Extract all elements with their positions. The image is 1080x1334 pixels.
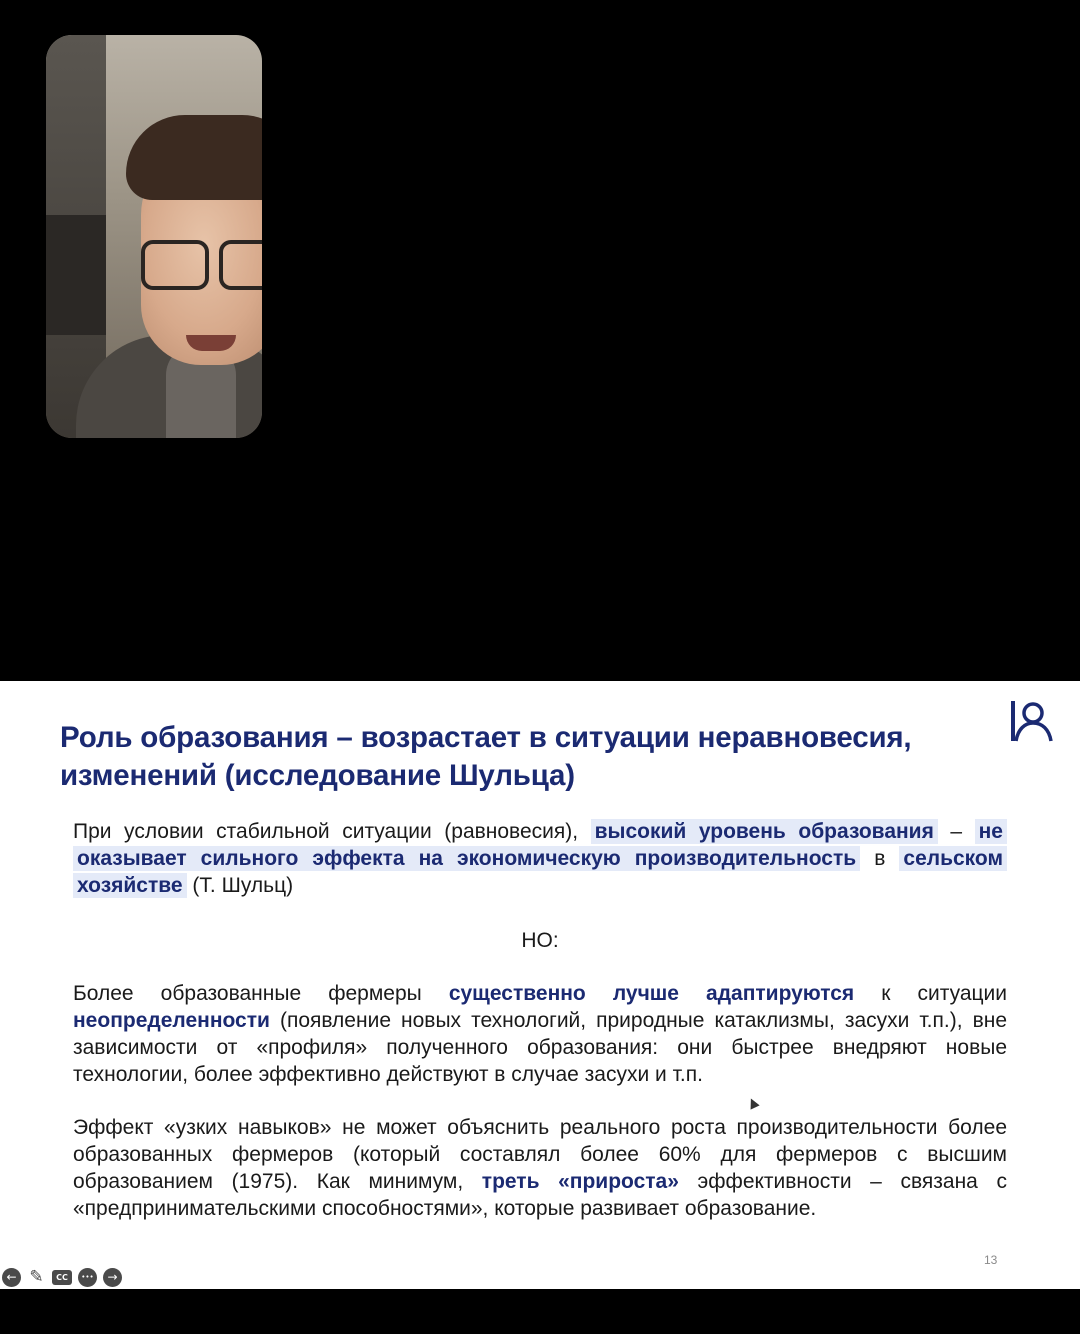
p1-highlight-2: не оказывает сильного эффекта на экономическую производительность [73, 819, 1007, 871]
p1-text-2: – [937, 820, 975, 843]
p4-text-2: эффективности – связана с «предпринимательскими способностями», которые развивает образование. [73, 1170, 1007, 1220]
p3-bold-1: существенно лучше адаптируются [448, 982, 855, 1005]
slide-paragraph-3 [73, 980, 1007, 1088]
p3-text-3: (появление новых технологий, природные катаклизмы, засухи т.п.), вне зависимости от «профиля» полученного образования: они быстрее внедряют новые технологии, более эффективно действуют в случае засухи и т.п. [73, 1009, 1007, 1086]
p3-text-1: Более образованные фермеры [73, 982, 449, 1005]
speaker-glasses [141, 240, 262, 290]
pen-tool-icon[interactable]: ✎ [29, 1266, 44, 1287]
p1-text-3: в [860, 847, 900, 870]
p1-text-1: При условии стабильной ситуации (равновесия), [73, 820, 591, 843]
background-shadow [46, 215, 106, 335]
slide-page-number: 13 [984, 1253, 998, 1267]
previous-slide-icon[interactable]: ← [2, 1268, 21, 1287]
more-options-icon[interactable]: ••• [78, 1268, 97, 1287]
p1-highlight-1: высокий уровень образования [591, 819, 938, 844]
p4-text-1: Эффект «узких навыков» не может объяснить реального роста производительности более образованных фермеров (который составлял более 60% для фермеров с высшим образованием (1975). Как минимум, [73, 1116, 1007, 1193]
slide-paragraph-but: НО: [521, 929, 559, 952]
presentation-controls [2, 1268, 122, 1286]
slide-paragraph-1 [73, 818, 1007, 899]
person-presenter-icon [1008, 699, 1054, 745]
slide-title: Роль образования – возрастает в ситуации неравновесия, изменений (исследование Шульца) [60, 721, 912, 792]
participant-video-tile[interactable] [46, 35, 262, 438]
closed-captions-icon[interactable]: CC [52, 1270, 72, 1285]
p1-highlight-3: сельском хозяйстве [73, 846, 1007, 898]
speaker-hair [126, 115, 262, 200]
p3-bold-2: неопределенности [73, 1009, 270, 1032]
p4-bold-1: треть «прироста» [481, 1170, 679, 1193]
p1-text-4: (Т. Шульц) [186, 874, 294, 897]
p3-text-2: к ситуации [854, 982, 1008, 1005]
next-slide-icon[interactable]: → [103, 1268, 122, 1287]
slide-paragraph-4 [73, 1114, 1007, 1222]
